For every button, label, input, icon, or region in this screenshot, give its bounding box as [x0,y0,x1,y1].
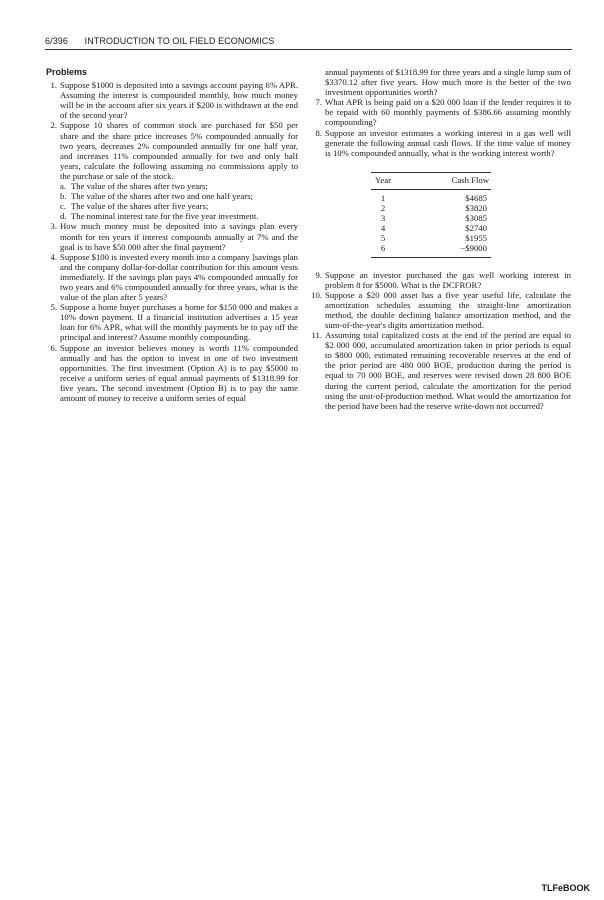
footer-watermark: TLFeBOOK [541,883,590,893]
problem-6-continued [311,67,571,97]
problem-text: Suppose an investor estimates a working interest in a gas well will generate the following annual cash flows. If the time value of money is 10% compounded annually, what is the working interest worth? [325,127,571,158]
problem-number: 6. [50,342,57,353]
running-title: INTRODUCTION TO OIL FIELD ECONOMICS [84,36,275,46]
year-header: Year [371,172,395,189]
running-header [45,36,572,46]
header-rule [45,49,572,50]
problem-number: 2. [50,120,57,131]
problem-2-part-c [60,201,298,211]
problem-9 [311,270,571,290]
problem-6 [46,343,298,404]
problem-2 [46,120,298,221]
year-cell: 5 [380,233,386,244]
problem-text: Suppose $100 is invested every month into a company ]savings plan and the company dollar-for-dollar contribution for this amount vests immediately. If the savings plan pays 4% compounded annually for two years and 6% compounded annually for three years, what is the value of the plan after 5 years? [60,251,298,303]
part-letter: a. [60,181,67,192]
problem-text: annual payments of $1318.99 for three years and a single lump sum of $3370.12 after five years. How much more is the better of the two investment opportunities worth? [325,67,571,98]
year-cell: 1 [380,192,386,203]
cash-flow-cell: $4685 [465,192,487,203]
problem-number: 4. [50,251,57,262]
problem-number: 1. [50,80,57,91]
table-row [371,213,491,223]
table-row [371,203,491,213]
cash-flow-cell: $1955 [465,233,487,244]
cash-flow-cell: $3085 [465,213,487,224]
part-text: The nominal interest rate for the five year investment. [71,211,259,222]
problem-11 [311,330,571,411]
right-column [311,67,571,411]
problem-3 [46,221,298,251]
problem-2-part-d [60,211,298,221]
problem-text: How much money must be deposited into a savings plan every month for ten years if interest compounds annually at 7% and the goal is to have $50 000 after the final payment? [60,221,298,252]
problem-number: 8. [315,127,322,138]
problem-text: Suppose a home buyer purchases a home for $150 000 and makes a 10% down payment. If a financial institution advertises a 15 year loan for 6% APR, what will the monthly payments be to pay off the principal and interest? Assume monthly compounding. [60,302,298,343]
section-title: Problems [46,67,88,77]
part-text: The value of the shares after two years; [71,181,208,192]
table-row [371,189,491,203]
problem-number: 10. [311,289,322,300]
year-cell: 3 [380,213,386,224]
problem-5 [46,302,298,342]
table-row [371,223,491,233]
year-cell: 6 [371,243,395,257]
problem-number: 5. [50,302,57,313]
problem-2-part-b [60,191,298,201]
year-cell: 4 [380,223,386,234]
part-text: The value of the shares after two and one half years; [71,191,253,202]
problem-2-part-a [60,181,298,191]
problem-text: Suppose $1000 is deposited into a savings account paying 6% APR. Assuming the interest is compounded monthly, how much money will be in the account after six years if $200 is withdrawn at the end of the second year? [60,80,298,121]
part-letter: b. [60,191,67,202]
part-letter: c. [60,201,67,212]
page-number: 6/396 [45,36,69,46]
problem-text: Suppose an investor purchased the gas well working interest in problem 8 for $5000. What is the DCFROR? [325,269,571,290]
problem-7 [311,97,571,127]
problem-text: Assuming total capitalized costs at the end of the period are equal to $2 000 000, accumulated amortization taken in prior periods is equal to $800 000, estimated remaining recoverable reserves at the end of the prior period are 480 000 BOE, production during the period is equal to 70 000 BOE, and reserves were revised down 28 800 BOE during the current period, calculate the amortization for the period using the unit-of-production method. What would the amortization for the period have been had the reserve write-down not occurred? [325,330,571,411]
problem-number: 7. [315,97,322,108]
part-text: The value of the shares after five years; [71,201,209,212]
table-row [371,233,491,243]
cash-flow-cell: $3820 [465,203,487,214]
part-letter: d. [60,211,67,222]
problem-text: What APR is being paid on a $20 000 loan if the lender requires it to be repaid with 60 monthly payments of $386.66 assuming monthly compounding? [325,97,571,128]
problem-1 [46,80,298,120]
problem-text: Suppose a $20 000 asset has a five year useful life, calculate the amortization schedules assuming the straight-line amortization method, the double declining balance amortization method, and the sum-of-the-year's digits amortization method. [325,289,571,330]
table-row [371,243,491,257]
left-column [46,67,298,403]
problem-number: 3. [50,221,57,232]
problem-text: Suppose an investor believes money is worth 11% compounded annually and has the option to invest in one of two investment opportunities. The first investment (Option A) is to pay $5000 to receive a uniform series of equal annual payments of $1318.99 for five years. The second investment (Option B) is to pay the same amount of money to receive a uniform series of equal [60,342,298,403]
cash-flow-table [371,172,491,258]
cash-flow-header: Cash Flow [395,172,491,189]
cash-flow-cell: −$9000 [395,243,491,257]
cash-flow-cell: $2740 [465,223,487,234]
problem-number: 9. [315,269,322,280]
problem-number: 11. [311,330,322,341]
year-cell: 2 [380,203,386,214]
table-header-row [371,172,491,189]
problem-text: Suppose 10 shares of common stock are purchased for $50 per share and the share price increases 5% compounded annually for two years, decreases 2% compounded annually for one half year, and increases 11% compounded annually for two and only half years, calculate the following assuming no commissions apply to the purchase or sale of the stock. [60,120,298,181]
problem-10 [311,290,571,330]
problem-8 [311,128,571,158]
problem-4 [46,252,298,302]
